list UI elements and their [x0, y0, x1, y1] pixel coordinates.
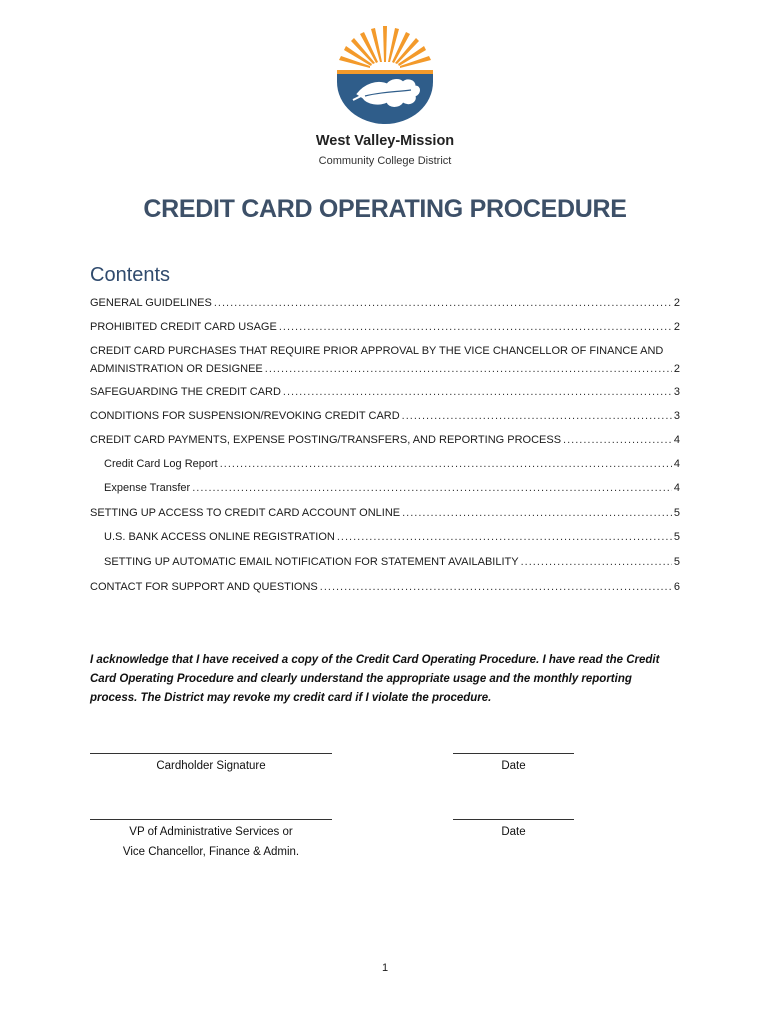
- toc-leader: [214, 294, 672, 312]
- sun-rays-icon: [339, 26, 431, 68]
- vp-title-line1: VP of Administrative Services or: [129, 826, 293, 838]
- toc-entry-title: SETTING UP AUTOMATIC EMAIL NOTIFICATION FOR STATEMENT AVAILABILITY: [104, 556, 519, 568]
- page-number: 1: [381, 962, 389, 974]
- date-label-1: Date: [501, 760, 526, 772]
- district-logo: [335, 24, 435, 124]
- toc-entry-title: CREDIT CARD PAYMENTS, EXPENSE POSTING/TRANSFERS, AND REPORTING PROCESS: [90, 434, 562, 446]
- toc-entry-contact[interactable]: [90, 578, 680, 596]
- toc-entry-title: Expense Transfer: [104, 482, 191, 494]
- toc-page-number: 4: [673, 482, 680, 494]
- toc-entry-safeguarding[interactable]: [90, 383, 680, 401]
- vp-signature-label: [90, 822, 332, 862]
- toc-page-number: 4: [673, 458, 680, 470]
- toc-leader: [402, 504, 672, 522]
- date-line-1[interactable]: [453, 753, 574, 754]
- toc-leader: [279, 318, 672, 336]
- toc-entry-prior-approval[interactable]: [90, 342, 680, 378]
- toc-leader: [402, 407, 672, 425]
- acknowledgement-statement: I acknowledge that I have received a copy of the Credit Card Operating Procedure. I have read the Credit Card Operating Procedure and clearly understand the appropriate usage and the monthly reporting process. The District may revoke my credit card if I violate the procedure.: [90, 654, 660, 704]
- cardholder-signature-label: Cardholder Signature: [156, 760, 266, 772]
- toc-entry-prohibited-usage[interactable]: [90, 318, 680, 336]
- toc-entry-suspension[interactable]: [90, 407, 680, 425]
- toc-entry-title: SETTING UP ACCESS TO CREDIT CARD ACCOUNT ONLINE: [90, 507, 401, 519]
- toc-entry-title: Credit Card Log Report: [104, 458, 218, 470]
- toc-entry-title: SAFEGUARDING THE CREDIT CARD: [90, 386, 281, 398]
- vp-signature-line[interactable]: [90, 819, 332, 820]
- toc-entry-title: CREDIT CARD PURCHASES THAT REQUIRE PRIOR APPROVAL BY THE VICE CHANCELLOR OF FINANCE AND: [90, 345, 664, 357]
- toc-entry-title: CONTACT FOR SUPPORT AND QUESTIONS: [90, 581, 318, 593]
- toc-page-number: 4: [673, 434, 680, 446]
- toc-leader: [192, 479, 672, 497]
- toc-leader: [265, 360, 672, 378]
- toc-entry-bank-registration[interactable]: [104, 528, 680, 546]
- cardholder-signature-line[interactable]: [90, 753, 332, 754]
- toc-leader: [220, 455, 672, 473]
- toc-entry-title: CONDITIONS FOR SUSPENSION/REVOKING CREDIT CARD: [90, 410, 400, 422]
- toc-entry-title: GENERAL GUIDELINES: [90, 297, 212, 309]
- toc-page-number: 6: [673, 581, 680, 593]
- toc-leader: [521, 553, 672, 571]
- contents-heading: Contents: [90, 264, 171, 286]
- document-title: CREDIT CARD OPERATING PROCEDURE: [143, 195, 627, 223]
- toc-leader: [320, 578, 672, 596]
- toc-entry-log-report[interactable]: [104, 455, 680, 473]
- toc-leader: [337, 528, 672, 546]
- vp-title-line2: Vice Chancellor, Finance & Admin.: [122, 846, 300, 858]
- toc-page-number: 3: [673, 410, 680, 422]
- toc-page-number: 2: [673, 297, 680, 309]
- org-name: West Valley-Mission: [315, 133, 455, 149]
- toc-entry-title-continued: ADMINISTRATION OR DESIGNEE: [90, 363, 263, 375]
- toc-entry-title: U.S. BANK ACCESS ONLINE REGISTRATION: [104, 531, 335, 543]
- toc-leader: [283, 383, 672, 401]
- toc-entry-email-notification[interactable]: [104, 553, 680, 571]
- toc-entry-title: PROHIBITED CREDIT CARD USAGE: [90, 321, 277, 333]
- date-label-2: Date: [501, 826, 526, 838]
- toc-page-number: 2: [673, 321, 680, 333]
- toc-entry-general-guidelines[interactable]: [90, 294, 680, 312]
- toc-page-number: 5: [673, 556, 680, 568]
- toc-entry-payments[interactable]: [90, 431, 680, 449]
- org-subtitle: Community College District: [318, 155, 452, 167]
- toc-entry-expense-transfer[interactable]: [104, 479, 680, 497]
- toc-page-number: 5: [673, 507, 680, 519]
- toc-page-number: 2: [673, 363, 680, 375]
- date-line-2[interactable]: [453, 819, 574, 820]
- toc-page-number: 3: [673, 386, 680, 398]
- toc-leader: [563, 431, 672, 449]
- toc-entry-online-access[interactable]: [90, 504, 680, 522]
- toc-page-number: 5: [673, 531, 680, 543]
